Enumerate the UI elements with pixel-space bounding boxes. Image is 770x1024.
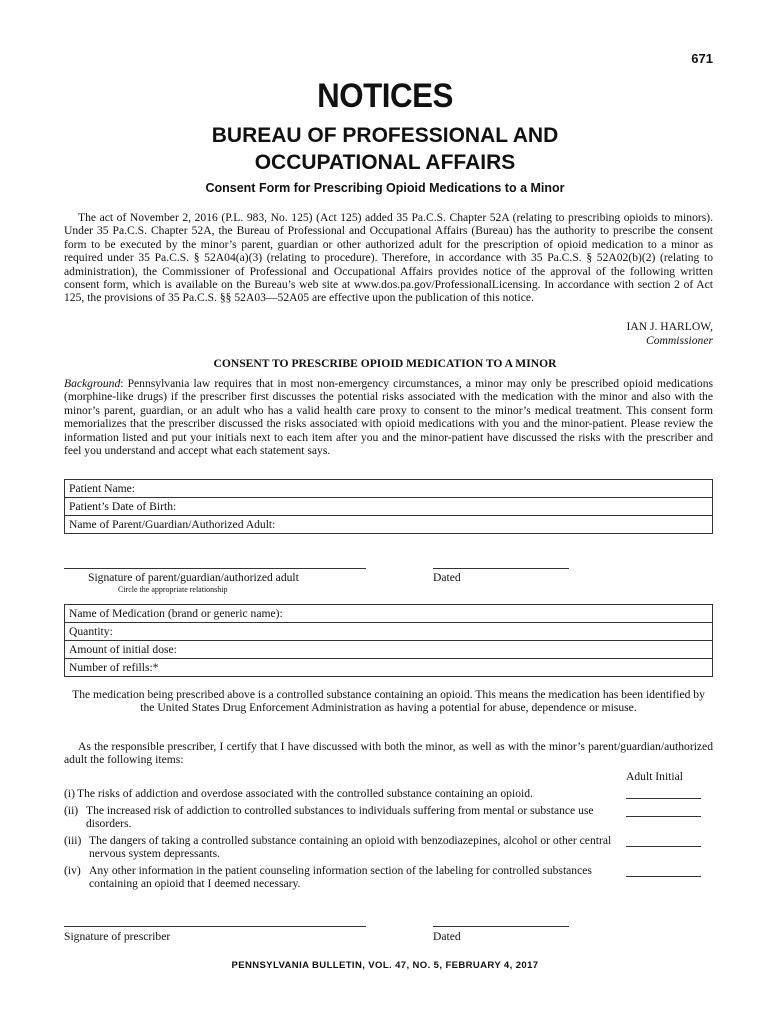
risk-item [64,864,609,891]
initial-line-2[interactable] [626,816,701,817]
page-number: 671 [691,51,713,66]
risk-item-text: The risks of addiction and overdose associated with the controlled substance containing an opioid. [77,787,533,800]
medication-name-field[interactable]: Name of Medication (brand or generic name): [69,607,283,620]
risk-item-text: Any other information in the patient counseling information section of the labeling for controlled substances containing an opioid that I deemed necessary. [89,864,592,891]
parent-signature-line[interactable] [64,568,366,569]
background-label: Background [64,377,121,390]
risk-item [64,804,609,831]
parent-dated-line[interactable] [433,568,569,569]
risk-item [64,787,609,800]
consent-form-title: CONSENT TO PRESCRIBE OPIOID MEDICATION TO A MINOR [213,357,557,370]
relationship-note: Circle the appropriate relationship [118,585,228,594]
opioid-statement: The medication being prescribed above is a controlled substance containing an opioid. This means the medication has been identified by the United States Drug Enforcement Administration as having a potential for abuse, dependence or misuse. [72,688,705,715]
prescriber-signature-line[interactable] [64,926,366,927]
prescriber-signature-label: Signature of prescriber [64,930,171,943]
initial-line-3[interactable] [626,846,701,847]
prescriber-dated-label: Dated [433,930,461,943]
parent-signature-label: Signature of parent/guardian/authorized adult [88,571,299,584]
parent-name-field[interactable]: Name of Parent/Guardian/Authorized Adult: [65,515,712,533]
initial-line-1[interactable] [626,798,701,799]
agency-heading [0,122,770,176]
initial-line-4[interactable] [626,876,701,877]
intro-paragraph: The act of November 2, 2016 (P.L. 983, No. 125) (Act 125) added 35 Pa.C.S. Chapter 52A (relating to prescribing opioids to minors). Under 35 Pa.C.S. Chapter 52A, the Bureau of Professional and Occupational Affairs (Bureau) has the authority to prescribe the consent form to be executed by the minor’s parent, guardian or other authorized adult for the prescription of opioid medication to a minor as required under 35 Pa.C.S. § 52A04(a)(3) (relating to procedure). Therefore, in accordance with 35 Pa.C.S. § 52A02(b)(2) (relating to administration), the Commissioner of Professional and Occupational Affairs provides notice of the approval of the following written consent form, which is available on the Bureau’s web site at www.dos.pa.gov/ProfessionalLicensing. In accordance with section 2 of Act 125, the provisions of 35 Pa.C.S. §§ 52A03—52A05 are effective upon the publication of this notice. [64,211,713,305]
refills-field[interactable]: Number of refills:* [65,658,712,676]
adult-initial-heading: Adult Initial [626,770,683,783]
background-text: : Pennsylvania law requires that in most non-emergency circumstances, a minor may only be prescribed opioid medications (morphine-like drugs) if the prescriber first discusses the potential risks associated with the medication with the minor and also with the minor’s parent, guardian, or an adult who has a valid health care proxy to consent to the minor’s medical treatment. This consent form memorializes that the prescriber discussed the risks associated with opioid medications with you and the minor-patient. Please review the information listed and put your initials next to each item after you and the minor-patient have discussed the risks with the prescriber and feel you understand and accept what each statement says. [64,377,713,458]
bulletin-footer: PENNSYLVANIA BULLETIN, VOL. 47, NO. 5, FEBRUARY 4, 2017 [231,960,539,971]
risk-item-marker: (iv) [64,864,81,877]
patient-dob-field[interactable]: Patient’s Date of Birth: [65,497,712,515]
risk-item-text: The increased risk of addiction to controlled substances to individuals suffering from mental or substance use disorders. [86,804,594,831]
certification-paragraph: As the responsible prescriber, I certify that I have discussed with both the minor, as well as with the minor’s parent/guardian/authorized adult the following items: [64,740,713,767]
prescriber-dated-line[interactable] [433,926,569,927]
signoff-title: Commissioner [646,334,713,347]
risk-item-marker: (ii) [64,804,79,817]
agency-heading-line-2: OCCUPATIONAL AFFAIRS [254,151,516,174]
notice-subtitle: Consent Form for Prescribing Opioid Medications to a Minor [205,181,565,195]
initial-dose-field[interactable]: Amount of initial dose: [65,640,712,658]
risk-item-marker: (iii) [64,834,82,847]
medication-info-box [64,604,713,677]
patient-name-field[interactable]: Patient Name: [69,482,136,495]
risk-item [64,834,616,861]
agency-heading-line-1: BUREAU OF PROFESSIONAL AND [211,124,559,147]
signoff-name: IAN J. HARLOW, [626,320,713,333]
risk-item-text: The dangers of taking a controlled substance containing an opioid with benzodiazepines, alcohol or other central nervous system depressants. [89,834,612,861]
background-paragraph [64,377,713,457]
section-heading: NOTICES [317,77,453,115]
risk-item-marker: (i) [64,787,75,800]
parent-dated-label: Dated [433,571,461,584]
patient-info-box [64,479,713,534]
quantity-field[interactable]: Quantity: [65,622,712,640]
